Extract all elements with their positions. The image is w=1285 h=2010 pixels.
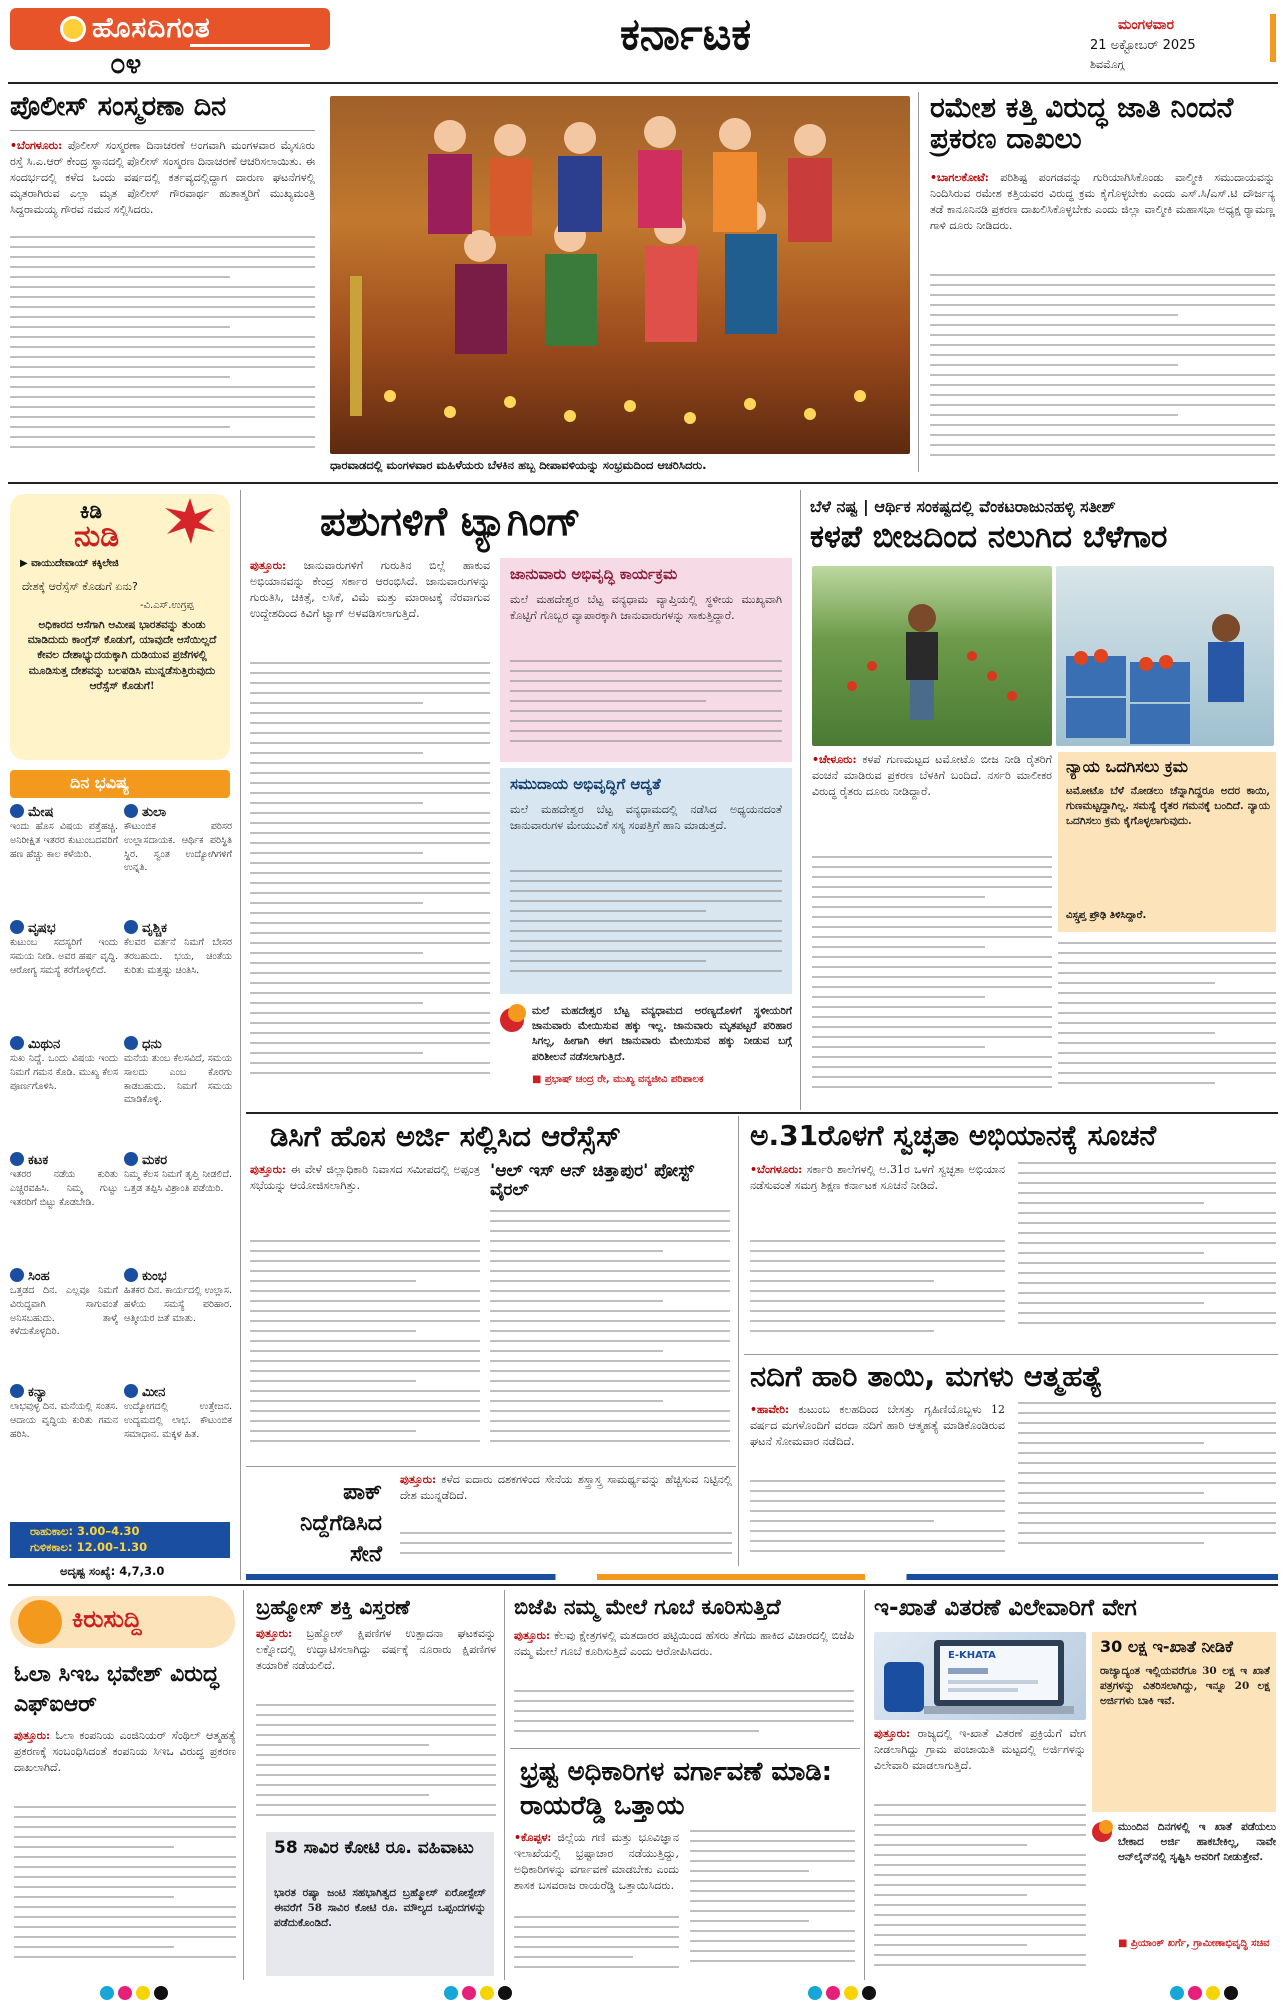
dc-body bbox=[250, 1162, 480, 1234]
ekhata-lead: ರಾಜ್ಯದಲ್ಲಿ ಇ-ಖಾತೆ ವಿತರಣೆ ಪ್ರಕ್ರಿಯೆಗೆ ವೇಗ ನೀಡಲಾಗಿದ್ದು ಗ್ರಾಮ ಪಂಚಾಯಿತಿ ಮಟ್ಟದಲ್ಲಿ ಅರ್ಜಿಗಳನ್ನು ವಿಲೇವಾರಿ ಮಾಡಲಾಗುತ್ತಿದೆ. bbox=[874, 1727, 1086, 1772]
ekhata-photo bbox=[874, 1632, 1086, 1720]
rasi-makara: ಮಕರ ನಿಮ್ಮ ಕೆಲಸ ನಿಮಗೆ ತೃಪ್ತಿ ನೀಡಲಿದೆ. ಒತ್ತಡ ತಪ್ಪಿಸಿ ವಿಶ್ರಾಂತಿ ಪಡೆಯಿರಿ. bbox=[124, 1153, 232, 1194]
mid-col-rule bbox=[800, 490, 801, 1110]
nyaya-box-title: ನ್ಯಾಯ ಒದಗಿಸಲು ಕ್ರಮ bbox=[1066, 757, 1188, 776]
quote-icon-inner bbox=[508, 1004, 526, 1022]
tomato-col2-continued bbox=[1058, 942, 1276, 1102]
bottom-right-rule bbox=[864, 1590, 865, 1980]
nadi-lead: ಕುಟುಂಬ ಕಲಹದಿಂದ ಬೇಸತ್ತು ಗೃಹಿಣಿಯೊಬ್ಬಳು 12 ವರ್ಷದ ಮಗಳೊಂದಿಗೆ ವರದಾ ನದಿಗೆ ಹಾರಿ ಆತ್ಮಹತ್ಯೆ ಮಾಡಿಕೊಂಡಿರುವ ಘಟನೆ ಸೋಮವಾರ ನಡೆದಿದೆ. bbox=[750, 1403, 1005, 1448]
pak-rule bbox=[246, 1466, 736, 1467]
nadi-headline: ನದಿಗೆ ಹಾರಿ ತಾಯಿ, ಮಗಳು ಆತ್ಮಹತ್ಯೆ bbox=[750, 1359, 1103, 1393]
row2-rule bbox=[8, 482, 1278, 484]
swachhata-lead: ಸರ್ಕಾರಿ ಶಾಲೆಗಳಲ್ಲಿ ಅ.31ರ ಒಳಗೆ ಸ್ವಚ್ಛತಾ ಅಭಿಯಾನ ನಡೆಸುವಂತೆ ಸಮಗ್ರ ಶಿಕ್ಷಣ ಕರ್ನಾಟಕ ಸೂಚನೆ ನೀಡಿದೆ. bbox=[750, 1163, 1005, 1192]
bhrashta-lead: ಜಿಲ್ಲೆಯ ಗಣಿ ಮತ್ತು ಭೂವಿಜ್ಞಾನ ಇಲಾಖೆಯಲ್ಲಿ ಭ್ರಷ್ಟಾಚಾರ ನಡೆಯುತ್ತಿದ್ದು, ಅಧಿಕಾರಿಗಳನ್ನು ವರ್ಗಾವಣೆ ಮಾಡಬೇಕು ಎಂದು ಶಾಸಕ ಬಸವರಾಜ ರಾಯರೆಡ್ಡಿ ಒತ್ತಾಯಿಸಿದರು. bbox=[514, 1831, 679, 1892]
center-col-rule bbox=[738, 1116, 739, 1566]
nadi-body-continued bbox=[750, 1480, 1005, 1562]
bjp-body bbox=[514, 1628, 854, 1684]
tagging-quote-box bbox=[500, 1004, 792, 1100]
ekhata-quote-icon-inner bbox=[1099, 1820, 1113, 1834]
kidi-title-bottom: ನುಡಿ bbox=[74, 519, 120, 554]
rasi-kataka: ಕಟಕ ಇತರರ ನಡೆಯ ಕುರಿತು ಎಚ್ಚರವಹಿಸಿ. ನಿಮ್ಮ ಗುಟ್ಟು ಇತರರಿಗೆ ಬಿಟ್ಟು ಕೊಡಬೇಡಿ. bbox=[10, 1153, 118, 1208]
registration-mark bbox=[862, 1986, 876, 2000]
vrischika-icon bbox=[124, 920, 138, 934]
rasi-dhanu: ಧನು ಮನೆಯ ತುಂಬ ಕೆಲಸವಿದೆ, ಸಮಯ ಸಾಲದು ಎಂಬ ಕೊರಗು ಕಾಡಬಹುದು. ನಿಮಗೆ ಸಮಯ ಮಾಡಿಕೊಳ್ಳಿ. bbox=[124, 1037, 232, 1106]
mithuna-icon bbox=[10, 1036, 24, 1050]
police-body bbox=[10, 138, 315, 228]
kumbha-icon bbox=[124, 1268, 138, 1282]
pak-dateline: ಪುತ್ತೂರು: bbox=[400, 1473, 437, 1486]
registration-mark bbox=[136, 1986, 150, 2000]
tomato-headline: ಕಳಪೆ ಬೀಜದಿಂದ ನಲುಗಿದ ಬೆಳೆಗಾರ bbox=[810, 519, 1168, 555]
farmer-illustration bbox=[812, 566, 1052, 746]
swachhata-dateline: •ಬೆಂಗಳೂರು: bbox=[750, 1163, 803, 1176]
registration-mark bbox=[1224, 1986, 1238, 2000]
samudaya-box-text: ಮಲೆ ಮಹದೇಶ್ವರ ಬೆಟ್ಟ ವನ್ಯಧಾಮದಲ್ಲಿ ನಡೆಸಿದ ಅಧ್ಯಯನದಂತೆ ಜಾನುವಾರುಗಳ ಮೇಯುವಿಕೆ ಸಸ್ಯ ಸಂಪತ್ತಿಗೆ ಹಾನಿ ಮಾಡುತ್ತದೆ. bbox=[510, 803, 782, 832]
ekhata-body-continued bbox=[874, 1804, 1086, 1976]
kirusuddi-dateline: ಪುತ್ತೂರು: bbox=[14, 1729, 51, 1742]
pak-lead: ಕಳೆದ ಐದಾರು ದಶಕಗಳಿಂದ ಸೇನೆಯ ಶಸ್ತ್ರಾಸ್ತ್ರ ಸಾಮರ್ಥ್ಯವನ್ನು ಹೆಚ್ಚಿಸುವ ನಿಟ್ಟಿನಲ್ಲಿ ದೇಶ ಮುನ್ನಡೆದಿದೆ. bbox=[400, 1473, 732, 1502]
nadi-rule bbox=[744, 1354, 1278, 1355]
kirusuddi-title: ಕಿರುಸುದ್ದಿ bbox=[72, 1605, 142, 1633]
registration-mark bbox=[154, 1986, 168, 2000]
police-headline: ಪೊಲೀಸ್ ಸಂಸ್ಮರಣಾ ದಿನ bbox=[10, 91, 227, 122]
bhrashta-dateline: •ಕೊಪ್ಪಳ: bbox=[514, 1831, 552, 1844]
nadi-col2 bbox=[1018, 1402, 1276, 1562]
rasi-kumbha: ಕುಂಭ ಹಿತಕರ ದಿನ. ಕಾರ್ಯದಲ್ಲಿ ಉಲ್ಲಾಸ. ಹಳೆಯ ಸಮಸ್ಯೆ ಪರಿಹಾರ. ಆತ್ಮೀಯರ ಜತೆ ಮಾತು. bbox=[124, 1269, 232, 1324]
tagging-quote-author: ■ ಪ್ರಭಾಷ್ ಚಂದ್ರ ರೇ, ಮುಖ್ಯ ವನ್ಯಜೀವಿ ಪರಿಪಾಲಕ bbox=[532, 1074, 704, 1085]
rasi-simha: ಸಿಂಹ ಒತ್ತಡದ ದಿನ. ಎಲ್ಲವೂ ನಿಮಗೆ ವಿರುದ್ಧವಾಗಿ ಸಾಗುವಂತೆ ಅನಿಸಬಹುದು. ತಾಳ್ಮೆ ಕಳೆದುಕೊಳ್ಳದಿರಿ. bbox=[10, 1269, 118, 1338]
issue-date: 21 ಅಕ್ಟೋಬರ್ 2025 bbox=[1090, 38, 1196, 53]
ekhata-body bbox=[874, 1726, 1086, 1798]
issue-edition: ಶಿವಮೊಗ್ಗ bbox=[1090, 58, 1125, 71]
tomato-kicker: ಬೆಳೆ ನಷ್ಟ | ಆರ್ಥಿಕ ಸಂಕಷ್ಟದಲ್ಲಿ ವೆಂಕಟರಾಜುನಹಳ್ಳಿ ಸತೀಶ್ bbox=[810, 497, 1116, 516]
bottom-left-rule bbox=[243, 1590, 244, 1980]
rasi-tula: ತುಲಾ ಕೌಟುಂಬಿಕ ಪರಿಸರ ಉಲ್ಲಾಸದಾಯಕ. ಆರ್ಥಿಕ ಪರಿಸ್ಥಿತಿ ಸ್ಥಿರ. ಸ್ವಂತ ಉದ್ಯೋಗಿಗಳಿಗೆ ಉನ್ನತಿ. bbox=[124, 805, 232, 874]
brahmos-headline: ಬ್ರಹ್ಮೋಸ್ ಶಕ್ತಿ ವಿಸ್ತರಣೆ bbox=[256, 1595, 410, 1619]
tagging-body-continued bbox=[250, 662, 490, 1090]
rasi-kanya: ಕನ್ಯಾ ಲಾಭವುಳ್ಳ ದಿನ. ಮನೆಯಲ್ಲಿ ಸಂತಸ. ಆದಾಯ ವೃದ್ಧಿಯ ಕುರಿತು ಗಮನ ಹರಿಸಿ. bbox=[10, 1385, 118, 1440]
kidi-byline: ▶ ವಾಯುದೇವಾಯ್ ಕಕ್ಕಿಲೇಜಿ bbox=[20, 558, 119, 569]
kataka-icon bbox=[10, 1152, 24, 1166]
masthead bbox=[0, 0, 1285, 80]
bhavishya-title: ದಿನ ಭವಿಷ್ಯ bbox=[70, 773, 130, 792]
registration-mark bbox=[808, 1986, 822, 2000]
tagging-body bbox=[250, 558, 490, 654]
row4-rule bbox=[8, 1584, 1278, 1586]
tomato-crates-photo bbox=[1056, 566, 1274, 746]
bhrashta-col2 bbox=[690, 1830, 855, 1976]
simha-icon bbox=[10, 1268, 24, 1282]
nyaya-box-text: ಟಮೋಟೊ ಬೆಳೆ ನೋಡಲು ಚೆನ್ನಾಗಿದ್ದರೂ ಅದರ ಕಾಯಿ, ಗುಣಮಟ್ಟದ್ದಾಗಿಲ್ಲ. ಸಮಸ್ಯೆ ರೈತರ ಗಮನಕ್ಕೆ ಬಂದಿದೆ. ನ್ಯಾಯ ಒದಗಿಸಲು ಕ್ರಮ ಕೈಗೊಳ್ಳಲಾಗುವುದು. bbox=[1066, 785, 1270, 828]
left-col-rule bbox=[240, 490, 241, 1580]
farmer-photo bbox=[812, 566, 1052, 746]
meena-icon bbox=[124, 1384, 138, 1398]
ramesh-body-continued bbox=[930, 274, 1275, 464]
brahmos-box-title: 58 ಸಾವಿರ ಕೋಟಿ ರೂ. ವಹಿವಾಟು bbox=[274, 1838, 474, 1858]
nyaya-box-author: ವಿಸ್ಸ್ತಪ್ತ ಪ್ರೌಢಿ ತಿಳಿಸಿದ್ದಾರೆ. bbox=[1066, 910, 1147, 921]
bottom-mid-rule bbox=[504, 1590, 505, 1980]
police-body-continued bbox=[10, 236, 315, 456]
swachhata-body-continued bbox=[750, 1240, 1005, 1350]
brahmos-dateline: ಪುತ್ತೂರು: bbox=[256, 1627, 293, 1640]
hand-icon bbox=[18, 1600, 62, 1644]
kidi-title-top: ಕಿಡಿ bbox=[80, 499, 102, 523]
kirusuddi-headline: ಓಲಾ ಸಿಇಒ ಭವೇಶ್ ವಿರುದ್ಧ ಎಫ್ಐಆರ್ bbox=[14, 1662, 219, 1717]
dc-dateline: ಪುತ್ತೂರು: bbox=[250, 1163, 287, 1176]
issue-day: ಮಂಗಳವಾರ bbox=[1118, 17, 1175, 33]
ramesh-dateline: •ಬಾಗಲಕೋಟೆ: bbox=[930, 171, 989, 184]
bhrashta-body bbox=[514, 1830, 679, 1910]
bhrashta-rule bbox=[510, 1748, 860, 1749]
tagging-quote-text: ಮಲೆ ಮಹದೇಶ್ವರ ಬೆಟ್ಟ ವನ್ಯಧಾಮದ ಅರಣ್ಯದೊಳಗೆ ಸ್ಥಳೀಯರಿಗೆ ಜಾನುವಾರು ಮೇಯಿಸುವ ಹಕ್ಕು ಇಲ್ಲ. ಜಾನುವಾರು ಮೃತಪಟ್ಟರೆ ಪರಿಹಾರ ಸಿಗಲ್ಲ, ಹೀಗಾಗಿ ಈಗ ಜಾನುವಾರು ಮೇಯಿಸುವ ಹಕ್ಕು ನೀಡುವ ಬಗ್ಗೆ ಪರಿಶೀಲನೆ ನಡೆಸಲಾಗುತ್ತಿದೆ. bbox=[532, 1005, 792, 1063]
ramesh-headline: ರಮೇಶ ಕತ್ತಿ ವಿರುದ್ಧ ಜಾತಿ ನಿಂದನೆ ಪ್ರಕರಣ ದಾಖಲು bbox=[930, 91, 1234, 156]
tula-icon bbox=[124, 804, 138, 818]
bjp-headline: ಬಿಜೆಪಿ ನಮ್ಮ ಮೇಲೆ ಗೂಬೆ ಕೂರಿಸುತ್ತಿದೆ bbox=[514, 1595, 781, 1619]
kirusuddi-body bbox=[14, 1728, 236, 1800]
top-vertical-rule bbox=[918, 92, 919, 472]
bjp-body-continued bbox=[514, 1690, 854, 1744]
registration-mark bbox=[1170, 1986, 1184, 2000]
pak-body-continued bbox=[400, 1532, 732, 1566]
spark-icon bbox=[165, 498, 215, 544]
tagging-headline: ಪಶುಗಳಿಗೆ ಟ್ಯಾಗಿಂಗ್ bbox=[320, 499, 581, 545]
registration-mark bbox=[480, 1986, 494, 2000]
row3-rule bbox=[246, 1112, 1278, 1114]
laptop-icon bbox=[874, 1632, 1086, 1720]
lucky-number: ಅದೃಷ್ಟ ಸಂಖ್ಯೆ: 4,7,3.0 bbox=[60, 1564, 165, 1578]
tomato-dateline: •ಚೇಳೂರು: bbox=[812, 753, 857, 766]
tagging-dateline: ಪುತ್ತೂರು: bbox=[250, 559, 287, 572]
bjp-dateline: ಪುತ್ತೂರು: bbox=[514, 1629, 551, 1642]
tagging-lead: ಜಾನುವಾರುಗಳಿಗೆ ಗುರುತಿನ ಬಿಲ್ಲೆ ಹಾಕುವ ಅಭಿಯಾನವನ್ನು ಕೇಂದ್ರ ಸರ್ಕಾರ ಆರಂಭಿಸಿದೆ. ಜಾನುವಾರುಗಳನ್ನು ಗುರುತಿಸಿ, ಚಿಕಿತ್ಸೆ, ಲಸಿಕೆ, ವಿಮೆ ಮತ್ತು ಮಾರಾಟಕ್ಕೆ ನೆರವಾಗುವ ಉದ್ದೇಶದಿಂದ ಕಿವಿಗೆ ಟ್ಯಾಗ್ ಅಳವಡಿಸಲಾಗುತ್ತಿದೆ. bbox=[250, 559, 490, 620]
tomato-body bbox=[812, 752, 1052, 848]
tomato-lead: ಕಳಪೆ ಗುಣಮಟ್ಟದ ಟಮೋಟೊ ಬೀಜ ನೀಡಿ ರೈತರಿಗೆ ವಂಚನೆ ಮಾಡಿರುವ ಪ್ರಕರಣ ಬೆಳಕಿಗೆ ಬಂದಿದೆ. ನರ್ಸರಿ ಮಾಲೀಕರ ವಿರುದ್ಧ ರೈತರು ದೂರು ನೀಡಿದ್ದಾರೆ. bbox=[812, 753, 1052, 798]
janu-box-text: ಮಲೆ ಮಹದೇಶ್ವರ ಬೆಟ್ಟ ವನ್ಯಧಾಮ ವ್ಯಾಪ್ತಿಯಲ್ಲಿ ಸ್ಥಳೀಯ ಮುಖ್ಯವಾಗಿ ಕೊಟ್ಟಿಗೆ ಗೊಬ್ಬರ ವ್ಯಾಪಾರಕ್ಕಾಗಿ ಜಾನುವಾರುಗಳನ್ನು ಸಾಕುತ್ತಿದ್ದಾರೆ. bbox=[510, 593, 782, 622]
police-lead: ಪೊಲೀಸ್ ಸಂಸ್ಮರಣಾ ದಿನಾಚರಣೆ ಅಂಗವಾಗಿ ಮಂಗಳವಾರ ಮೈಸೂರು ರಸ್ತೆ ಸಿ.ಎ.ಆರ್ ಕೇಂದ್ರ ಸ್ಥಾನದಲ್ಲಿ ಪೊಲೀಸ್ ಸಂಸ್ಮರಣ ದಿನಾಚರಣೆ ಆಚರಿಸಲಾಯಿತು. ಈ ಸಂದರ್ಭದಲ್ಲಿ ಕಳೆದ ಒಂದು ವರ್ಷದಲ್ಲಿ ಕರ್ತವ್ಯದಲ್ಲಿದ್ದಾಗ ದಾರುಣ ಘಟನೆಗಳಲ್ಲಿ ಮೃತರಾಗಿರುವ ಎಲ್ಲಾ ಮೃತ ಪೊಲೀಸ್ ಗೌರವಾರ್ಥ ಹುತಾತ್ಮರಿಗೆ ಮುಖ್ಯಮಂತ್ರಿ ಸಿದ್ದರಾಮಯ್ಯ ಗೌರವ ನಮನ ಸಲ್ಲಿಸಿದರು. bbox=[10, 139, 315, 216]
rasi-mithuna: ಮಿಥುನ ಸುಖ ನಿದ್ದೆ. ಒಂದು ವಿಷಯ ಇಂದು ನಿಮಗೆ ಗಮನ ಕೊಡಿ. ಮುಖ್ಯ ಕೆಲಸ ಪೂರ್ಣಗೊಳಿಸಿ. bbox=[10, 1037, 118, 1092]
kidi-quote: ದೇಶಕ್ಕೆ ಆರೆಸ್ಸೆಸ್ ಕೊಡುಗೆ ಏನು? bbox=[22, 580, 138, 593]
paper-name: ಹೊಸದಿಗಂತ bbox=[92, 11, 211, 44]
registration-mark bbox=[118, 1986, 132, 2000]
rasi-mesha: ಮೇಷ ಇಂದು ಹೊಸ ವಿಷಯ ಪತ್ತೆಹಚ್ಚಿ. ಅನಿರೀಕ್ಷಿತ ಇತರರ ಕುಟುಂಬದವರಿಗೆ ಹಣ ಹೆಚ್ಚು ಕಾಲ ಕಳೆಯಿರಿ. bbox=[10, 805, 118, 860]
brahmos-lead: ಬ್ರಹ್ಮೋಸ್ ಕ್ಷಿಪಣಿಗಳ ಉತ್ಪಾದನಾ ಘಟಕವನ್ನು ಲಕ್ನೋದಲ್ಲಿ ಉದ್ಘಾಟಿಸಲಾಗಿದ್ದು ವರ್ಷಕ್ಕೆ ನೂರಾರು ಕ್ಷಿಪಣಿಗಳ ತಯಾರಿಕೆ ನಡೆಯಲಿದೆ. bbox=[256, 1627, 496, 1672]
deepavali-photo-illustration bbox=[330, 96, 910, 454]
ekhata-box-title: 30 ಲಕ್ಷ ಇ-ಖಾತೆ ನೀಡಿಕೆ bbox=[1100, 1637, 1233, 1656]
bhrashta-headline: ಭ್ರಷ್ಟ ಅಧಿಕಾರಿಗಳ ವರ್ಗಾವಣೆ ಮಾಡಿ: ರಾಯರೆಡ್ಡಿ ಒತ್ತಾಯ bbox=[520, 1757, 833, 1821]
samudaya-box-continued bbox=[510, 870, 782, 988]
mesha-icon bbox=[10, 804, 24, 818]
nadi-dateline: •ಹಾವೇರಿ: bbox=[750, 1403, 790, 1416]
bjp-lead: ಕೆಲವು ಕ್ಷೇತ್ರಗಳಲ್ಲಿ ಮತದಾರರ ಪಟ್ಟಿಯಿಂದ ಹೆಸರು ತೆಗೆದು ಹಾಕಿದ ವಿಚಾರದಲ್ಲಿ ಬಿಜೆಪಿ ನಮ್ಮ ಮೇಲೆ ಗೂಬೆ ಕೂರಿಸುತ್ತಿದೆ ಎಂದು ಆರೋಪಿಸಿದರು. bbox=[514, 1629, 854, 1658]
kirusuddi-lead: ಓಲಾ ಕಂಪನಿಯ ಎಂಜಿನಿಯರ್ ಸೆಂಥಿಲ್ ಆತ್ಮಹತ್ಯೆ ಪ್ರಕರಣಕ್ಕೆ ಸಂಬಂಧಿಸಿದಂತೆ ಕಂಪನಿಯ ಸಿಇಒ ವಿರುದ್ಧ ಪ್ರಕರಣ ದಾಖಲಾಗಿದೆ. bbox=[14, 1729, 236, 1774]
registration-mark bbox=[498, 1986, 512, 2000]
pak-body bbox=[400, 1472, 732, 1528]
tomato-crates-illustration bbox=[1056, 566, 1274, 746]
paper-logo-emblem-icon bbox=[60, 16, 86, 42]
kanya-icon bbox=[10, 1384, 24, 1398]
dc-body-continued bbox=[250, 1240, 480, 1462]
rahukala: ರಾಹುಕಾಲ: 3.00–4.30 bbox=[30, 1524, 140, 1538]
ekhata-box-text: ರಾಜ್ಯಾದ್ಯಂತ ಇಲ್ಲಿಯವರೆಗೂ 30 ಲಕ್ಷ ಇ ಖಾತೆ ಪತ್ರಗಳನ್ನು ವಿತರಿಸಲಾಗಿದ್ದು, ಇನ್ನೂ 20 ಲಕ್ಷ ಅರ್ಜಿಗಳು ಬಾಕಿ ಇವೆ. bbox=[1100, 1665, 1270, 1708]
tomato-body-continued bbox=[812, 856, 1052, 1102]
kidi-reply: ಅಧಿಕಾರದ ಆಸೆಗಾಗಿ ಆಮೀಷ ಭಾರತವನ್ನು ತುಂಡು ಮಾಡಿದುದು ಕಾಂಗ್ರೆಸ್ ಕೊಡುಗೆ, ಯಾವುದೇ ಆಸೆಯಿಲ್ಲದೆ ಕೇವಲ ದೇಶಾಭ್ಯುದಯಕ್ಕಾಗಿ ದುಡಿಯುವ ಪ್ರಜೆಗಳಲ್ಲಿ ಮೂಡಿಸುತ್ತ ದೇಶವನ್ನು ಬಲಪಡಿಸಿ ಮುನ್ನಡೆಸುತ್ತಿರುವುದು ಆರೆಸ್ಸೆಸ್ ಕೊಡುಗೆ! bbox=[27, 619, 217, 692]
brahmos-box-text: ಭಾರತ ರಷ್ಯಾ ಜಂಟಿ ಸಹಭಾಗಿತ್ವದ ಬ್ರಹ್ಮೋಸ್ ಏರೋಸ್ಪೇಸ್ ಈವರೆಗೆ 58 ಸಾವಿರ ಕೋಟಿ ರೂ. ಮೌಲ್ಯದ ಒಪ್ಪಂದಗಳನ್ನು ಪಡೆದುಕೊಂಡಿದೆ. bbox=[274, 1887, 486, 1930]
section-title: ಕರ್ನಾಟಕ bbox=[620, 9, 752, 60]
rasi-vrischika: ವೃಶ್ಚಿಕ ಕೆಲವರ ವರ್ತನೆ ನಿಮಗೆ ಬೇಸರ ತರಬಹುದು. ಭಯ, ಚಿಂತೆಯ ಕುರಿತು ಮತ್ತಷ್ಟು ಚಿಂತಿಸಿ. bbox=[124, 921, 232, 976]
registration-mark bbox=[1188, 1986, 1202, 2000]
ekhata-quote-author: ■ ಪ್ರಿಯಾಂಕ್ ಖರ್ಗೆ, ಗ್ರಾಮೀಣಾಭಿವೃದ್ಧಿ ಸಚಿವ bbox=[1118, 1938, 1270, 1949]
swachhata-body bbox=[750, 1162, 1005, 1234]
registration-mark bbox=[844, 1986, 858, 2000]
bhrashta-body-continued bbox=[514, 1916, 679, 1976]
gulika: ಗುಳಿಕಕಾಲ: 12.00–1.30 bbox=[30, 1540, 148, 1554]
deepavali-photo bbox=[330, 96, 910, 454]
rasi-vrishabha: ವೃಷಭ ಕುಟುಂಬ ಸದಸ್ಯರಿಗೆ ಇಂದು ಸಮಯ ನೀಡಿ. ಅವರ ಹರ್ಷ ವೃದ್ಧಿ. ಆರೋಗ್ಯ ಸಮಸ್ಯೆ ಕರೆಗೊಳ್ಳಲಿದೆ. bbox=[10, 921, 118, 976]
police-dateline: •ಬೆಂಗಳೂರು: bbox=[10, 139, 63, 152]
kidi-quote-author: -ವಿ.ಎಸ್.ಉಗ್ರಪ್ಪ bbox=[140, 600, 194, 611]
swachhata-col2 bbox=[1018, 1162, 1276, 1350]
swachhata-headline: ಅ.31ರೊಳಗೆ ಸ್ವಚ್ಛತಾ ಅಭಿಯಾನಕ್ಕೆ ಸೂಚನೆ bbox=[750, 1119, 1157, 1152]
page-number: ೦೪ bbox=[110, 47, 142, 80]
ekhata-headline: ಇ-ಖಾತೆ ವಿತರಣೆ ವಿಲೇವಾರಿಗೆ ವೇಗ bbox=[874, 1595, 1137, 1621]
masthead-rule bbox=[8, 82, 1278, 84]
kirusuddi-body-continued bbox=[14, 1806, 236, 1976]
registration-mark bbox=[444, 1986, 458, 2000]
ramesh-lead: ಪರಿಶಿಷ್ಟ ಪಂಗಡವನ್ನು ಗುರಿಯಾಗಿಸಿಕೊಂಡು ವಾಲ್ಮೀಕಿ ಸಮುದಾಯವನ್ನು ನಿಂದಿಸಿರುವ ರಮೇಶ ಕತ್ತಿಯವರ ವಿರುದ್ಧ ಕ್ರಮ ಕೈಗೊಳ್ಳಬೇಕು ಎಂದು ಎಸ್.ಸಿ/ಎಸ್.ಟಿ ದೌರ್ಜನ್ಯ ತಡೆ ಕಾನೂನಿನಡಿ ಪ್ರಕರಣ ದಾಖಲಿಸಿಕೊಳ್ಳಬೇಕು ಎಂದು ಜಿಲ್ಲಾ ವಾಲ್ಮೀಕಿ ಮಹಾಸಭಾ ಅಧ್ಯಕ್ಷ ರ‍್ಯಾಮಣ್ಣ ಗಾಳಿ ದೂರು ನೀಡಿದರು. bbox=[930, 171, 1275, 232]
registration-mark bbox=[100, 1986, 114, 2000]
section-accent-bar bbox=[1270, 14, 1276, 62]
registration-mark bbox=[1206, 1986, 1220, 2000]
logo-tagline-strip bbox=[190, 44, 310, 47]
dhanu-icon bbox=[124, 1036, 138, 1050]
vrishabha-icon bbox=[10, 920, 24, 934]
brahmos-body-continued bbox=[256, 1704, 496, 1828]
ekhata-quote-box bbox=[1092, 1820, 1276, 1976]
makara-icon bbox=[124, 1152, 138, 1166]
dc-lead: ಈ ವೇಳೆ ಜಿಲ್ಲಾಧಿಕಾರಿ ನಿವಾಸದ ಸಮೀಪದಲ್ಲಿ ಅಪ್ಪಂತ್ರ ಸಭೆಯನ್ನು ಆಯೋಜಿಸಲಾಗಿತ್ತು. bbox=[250, 1163, 480, 1192]
police-headline-rule bbox=[10, 130, 315, 131]
registration-mark bbox=[826, 1986, 840, 2000]
dc-headline: ಡಿಸಿಗೆ ಹೊಸ ಅರ್ಜಿ ಸಲ್ಲಿಸಿದ ಆರೆಸ್ಸೆಸ್ bbox=[270, 1119, 621, 1153]
color-strip bbox=[246, 1574, 1278, 1580]
brahmos-body bbox=[256, 1626, 496, 1698]
ekhata-screen-label: E-KHATA bbox=[948, 1650, 996, 1661]
ekhata-quote-text: ಮುಂದಿನ ದಿನಗಳಲ್ಲಿ ಇ ಖಾತೆ ಪಡೆಯಲು ಬೇಕಾದ ಅರ್ಜಿ ಹಾಕಬೇಕಿಲ್ಲ, ನಾವೇ ಆನ್‌ಲೈನ್‌ನಲ್ಲಿ ಸೃಷ್ಟಿಸಿ ಅವರಿಗೆ ನೀಡುತ್ತೇವೆ. bbox=[1118, 1821, 1276, 1864]
janu-box-continued bbox=[510, 660, 782, 756]
dc-col2-continued bbox=[490, 1210, 730, 1462]
ekhata-dateline: ಪುತ್ತೂರು: bbox=[874, 1727, 911, 1740]
rasi-meena: ಮೀನ ಉದ್ಯೋಗದಲ್ಲಿ ಉತ್ತೇಜನ. ಉದ್ಯಮದಲ್ಲಿ ಲಾಭ. ಕೌಟುಂಬಿಕ ಸಮಾಧಾನ. ಮಕ್ಕಳ ಹಿತ. bbox=[124, 1385, 232, 1440]
ramesh-body bbox=[930, 170, 1275, 266]
deepavali-caption: ಧಾರವಾಡದಲ್ಲಿ ಮಂಗಳವಾರ ಮಹಿಳೆಯರು ಬೆಳಕಿನ ಹಬ್ಬ ದೀಪಾವಳಿಯನ್ನು ಸಂಭ್ರಮದಿಂದ ಆಚರಿಸಿದರು. bbox=[330, 458, 707, 472]
rasi-grid bbox=[10, 804, 232, 1519]
janu-box-title: ಜಾನುವಾರು ಅಭಿವೃದ್ಧಿ ಕಾರ್ಯಕ್ರಮ bbox=[510, 565, 678, 583]
dc-sub-headline: 'ಆಲ್ ಇಸ್ ಆನ್ ಚಿತ್ತಾಪುರ' ಪೋಸ್ಟ್ ವೈರಲ್ bbox=[490, 1161, 694, 1201]
samudaya-box-title: ಸಮುದಾಯ ಅಭಿವೃದ್ಧಿಗೆ ಆದ್ಯತೆ bbox=[510, 775, 661, 793]
pak-headline: ಪಾಕ್ ನಿದ್ದೆಗೆಡಿಸಿದ ಸೇನೆ bbox=[300, 1480, 382, 1567]
registration-mark bbox=[462, 1986, 476, 2000]
nadi-body bbox=[750, 1402, 1005, 1474]
